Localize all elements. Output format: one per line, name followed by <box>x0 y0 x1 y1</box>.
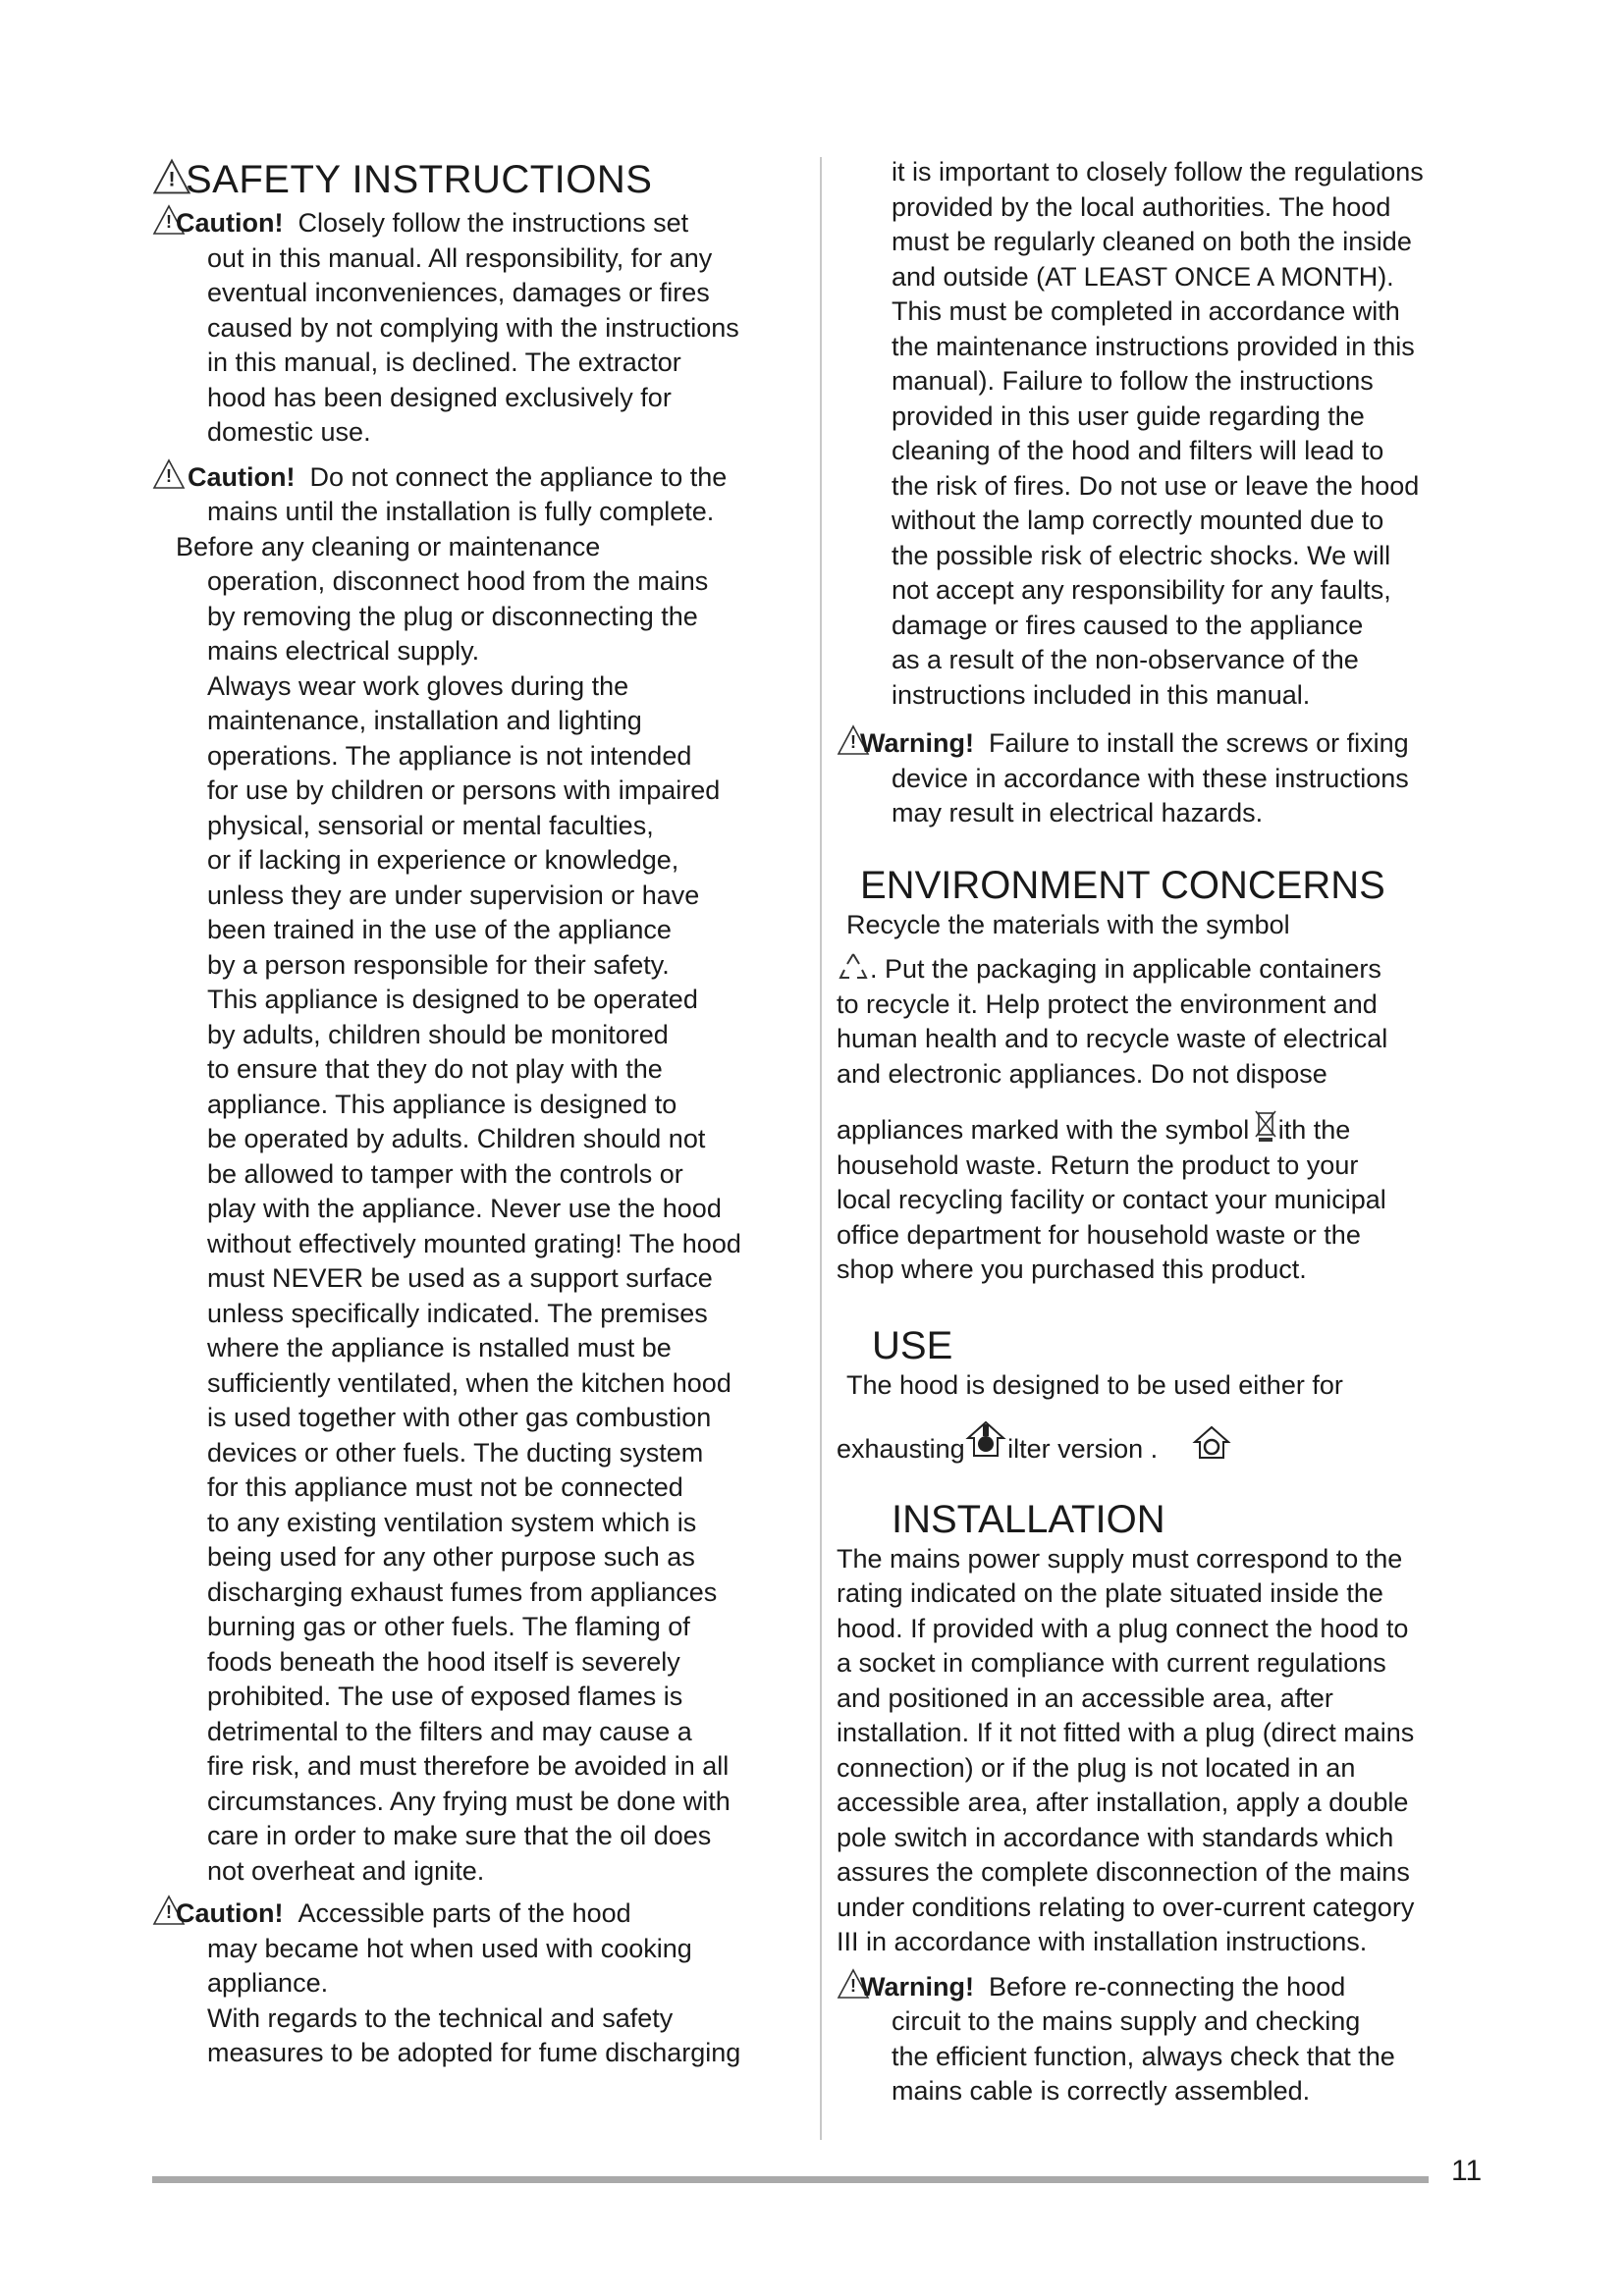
text-line: the efficient function, always check that the <box>892 2041 1395 2071</box>
text-line: With regards to the technical and safety <box>207 2002 674 2033</box>
text-line: must NEVER be used as a support surface <box>207 1263 713 1293</box>
text-line: out in this manual. All responsibility, for any <box>207 242 713 273</box>
text-line: fire risk, and must therefore be avoided in all <box>207 1751 730 1781</box>
text-line: physical, sensorial or mental faculties, <box>207 810 654 840</box>
text-line: foods beneath the hood itself is severely <box>207 1646 680 1677</box>
text-line: cleaning of the hood and filters will lead to <box>892 436 1384 465</box>
text-line: This appliance is designed to be operated <box>207 985 698 1014</box>
text-line: not overheat and ignite. <box>207 1855 485 1886</box>
text-line: a socket in compliance with current regulations <box>837 1648 1386 1678</box>
text-line: household waste. Return the product to your <box>837 1149 1359 1180</box>
caution-1-text: Closely follow the instructions set <box>298 208 689 238</box>
warning-2 <box>837 1968 1489 2005</box>
text-line: to recycle it. Help protect the environment and <box>837 988 1378 1019</box>
text-line: the risk of fires. Do not use or leave the hood <box>892 470 1420 501</box>
text-line: by removing the plug or disconnecting the <box>207 601 698 631</box>
text-line: without effectively mounted grating! The hood <box>207 1228 741 1258</box>
text-line: hood has been designed exclusively for <box>207 382 672 412</box>
safety-title-text: SAFETY INSTRUCTIONS <box>186 158 653 201</box>
warning-1-text: Failure to install the screws or fixing <box>989 728 1409 758</box>
text-line: installation. If it not fitted with a plug (direct mains <box>837 1718 1415 1747</box>
text-line: measures to be adopted for fume discharging <box>207 2038 741 2067</box>
caution-3 <box>152 1895 810 1932</box>
warning-triangle-icon <box>152 458 186 490</box>
text-line: domestic use. <box>207 417 371 447</box>
text-line: appliance. This appliance is designed to <box>207 1089 677 1119</box>
text-line: being used for any other purpose such as <box>207 1542 695 1572</box>
text-line: may result in electrical hazards. <box>892 798 1264 828</box>
extraction-mode-icon <box>964 1416 1007 1462</box>
installation-title: INSTALLATION <box>892 1497 1165 1541</box>
text-line: detrimental to the filters and may cause a <box>207 1716 692 1746</box>
text-line: circumstances. Any frying must be done with <box>207 1786 731 1816</box>
text-line: to any existing ventilation system which is <box>207 1507 697 1537</box>
text-line: been trained in the use of the appliance <box>207 915 672 944</box>
text-line: provided in this user guide regarding the <box>892 400 1365 431</box>
caution-label: Caution! <box>176 208 284 238</box>
text-line: or if lacking in experience or knowledge, <box>207 845 679 875</box>
text-line: for use by children or persons with impaired <box>207 775 721 805</box>
text-line: hood. If provided with a plug connect the hood to <box>837 1613 1409 1643</box>
text-line: operation, disconnect hood from the mains <box>207 566 709 596</box>
recirculation-mode-icon <box>1191 1422 1232 1462</box>
recycle-line <box>837 950 1489 988</box>
text-line: local recycling facility or contact your municipal <box>837 1185 1386 1214</box>
caution-1 <box>152 204 810 241</box>
text-line: be operated by adults. Children should not <box>207 1124 706 1153</box>
text-line: Before any cleaning or maintenance <box>176 531 601 561</box>
text-line: office department for household waste or the <box>837 1219 1361 1250</box>
text-line: Recycle the materials with the symbol <box>846 909 1290 939</box>
use-title: USE <box>872 1323 953 1367</box>
page-number: 11 <box>1451 2155 1483 2187</box>
installation-body <box>837 1542 1489 1960</box>
svg-text:!: ! <box>850 1975 856 1996</box>
text-line: for this appliance must not be connected <box>207 1472 683 1502</box>
text-line: as a result of the non-observance of the <box>892 645 1359 674</box>
text-line: The mains power supply must correspond to the <box>837 1543 1403 1574</box>
text-line: to ensure that they do not play with the <box>207 1054 663 1084</box>
text-line: assures the complete disconnection of the mains <box>837 1857 1410 1887</box>
caution-2-text: Do not connect the appliance to the <box>309 461 728 492</box>
svg-text:!: ! <box>166 212 172 232</box>
warning-label: Warning! <box>860 1971 974 2002</box>
text-line: ilter version . <box>1007 1434 1159 1464</box>
text-line: eventual inconveniences, damages or fires <box>207 278 710 307</box>
text-line: mains electrical supply. <box>207 636 480 666</box>
svg-text:!: ! <box>850 732 856 752</box>
text-line: and positioned in an accessible area, after <box>837 1682 1333 1713</box>
text-line: prohibited. The use of exposed flames is <box>207 1682 683 1711</box>
use-mode-line <box>837 1416 1489 1468</box>
text-line: sufficiently ventilated, when the kitchen hood <box>207 1367 731 1398</box>
text-line: the possible risk of electric shocks. We will <box>892 540 1391 570</box>
caution-label: Caution! <box>176 1898 284 1928</box>
text-line: it is important to closely follow the regulations <box>892 157 1424 187</box>
text-line: Always wear work gloves during the <box>207 670 629 701</box>
text-line: by adults, children should be monitored <box>207 1019 669 1049</box>
caution-2 <box>152 458 810 496</box>
weee-line <box>837 1105 1489 1148</box>
text-line: manual). Failure to follow the instructions <box>892 366 1374 396</box>
text-line: human health and to recycle waste of electrical <box>837 1024 1388 1053</box>
right-column <box>837 155 1489 2109</box>
text-line: mains cable is correctly assembled. <box>892 2076 1311 2106</box>
safety-continued <box>837 155 1489 713</box>
text-line: appliances marked with the symbol <box>837 1115 1257 1145</box>
text-line: maintenance, installation and lighting <box>207 706 642 735</box>
text-line: . Put the packaging in applicable containers <box>870 954 1381 984</box>
text-line: caused by not complying with the instructions <box>207 312 739 343</box>
footer-rule <box>152 2176 1429 2183</box>
text-line: discharging exhaust fumes from appliances <box>207 1576 718 1607</box>
safety-body <box>152 564 810 1889</box>
text-line: pole switch in accordance with standards which <box>837 1822 1394 1852</box>
safety-title <box>152 157 810 202</box>
text-line: unless they are under supervision or have <box>207 880 700 910</box>
svg-text:!: ! <box>166 465 172 486</box>
text-line: not accept any responsibility for any faults, <box>892 575 1391 605</box>
text-line: and electronic appliances. Do not dispose <box>837 1058 1327 1089</box>
crossed-bin-icon <box>1253 1105 1278 1143</box>
text-line: where the appliance is nstalled must be <box>207 1333 672 1362</box>
text-line: by a person responsible for their safety. <box>207 949 670 980</box>
text-line: play with the appliance. Never use the hood <box>207 1194 722 1223</box>
text-line: accessible area, after installation, apply a double <box>837 1788 1409 1817</box>
text-line: devices or other fuels. The ducting system <box>207 1437 704 1468</box>
text-line: is used together with other gas combustion <box>207 1403 712 1432</box>
text-line: appliance. <box>207 1968 329 1998</box>
text-line: provided by the local authorities. The hood <box>892 191 1391 222</box>
text-line: be allowed to tamper with the controls or <box>207 1158 683 1189</box>
text-line: ith the <box>1277 1115 1351 1145</box>
caution-label: Caution! <box>188 461 296 492</box>
text-line: exhausting <box>837 1434 973 1464</box>
text-line: device in accordance with these instructions <box>892 763 1409 793</box>
text-line: circuit to the mains supply and checking <box>892 2006 1361 2036</box>
text-line: This must be completed in accordance with <box>892 296 1400 326</box>
text-line: unless specifically indicated. The premises <box>207 1298 708 1328</box>
text-line: in this manual, is declined. The extractor <box>207 347 681 377</box>
text-line: may became hot when used with cooking <box>207 1933 692 1963</box>
text-line: must be regularly cleaned on both the inside <box>892 227 1412 256</box>
warning-2-text: Before re-connecting the hood <box>989 1971 1346 2002</box>
environment-title: ENVIRONMENT CONCERNS <box>860 863 1385 907</box>
column-divider <box>820 157 822 2140</box>
svg-text:!: ! <box>168 168 177 191</box>
text-line: mains until the installation is fully complete. <box>207 497 715 526</box>
text-line: damage or fires caused to the appliance <box>892 610 1364 640</box>
warning-label: Warning! <box>860 728 974 758</box>
warning-1 <box>837 724 1489 762</box>
text-line: care in order to make sure that the oil does <box>207 1821 712 1850</box>
safety-column <box>152 157 810 2071</box>
text-line: the maintenance instructions provided in this <box>892 331 1415 361</box>
svg-text:!: ! <box>166 1902 172 1922</box>
text-line: The hood is designed to be used either for <box>846 1369 1343 1400</box>
text-line: and outside (AT LEAST ONCE A MONTH). <box>892 261 1394 292</box>
text-line: connection) or if the plug is not located in an <box>837 1752 1356 1783</box>
text-line: burning gas or other fuels. The flaming of <box>207 1612 690 1641</box>
text-line: shop where you purchased this product. <box>837 1255 1307 1284</box>
text-line: without the lamp correctly mounted due to <box>892 506 1384 535</box>
text-line: instructions included in this manual. <box>892 679 1311 710</box>
recycle-icon <box>837 950 870 984</box>
text-line: rating indicated on the plate situated inside the <box>837 1578 1383 1608</box>
text-line: under conditions relating to over-current category <box>837 1892 1415 1922</box>
caution-3-text: Accessible parts of the hood <box>298 1898 631 1928</box>
text-line: operations. The appliance is not intended <box>207 740 692 771</box>
text-line: III in accordance with installation instructions. <box>837 1927 1368 1956</box>
